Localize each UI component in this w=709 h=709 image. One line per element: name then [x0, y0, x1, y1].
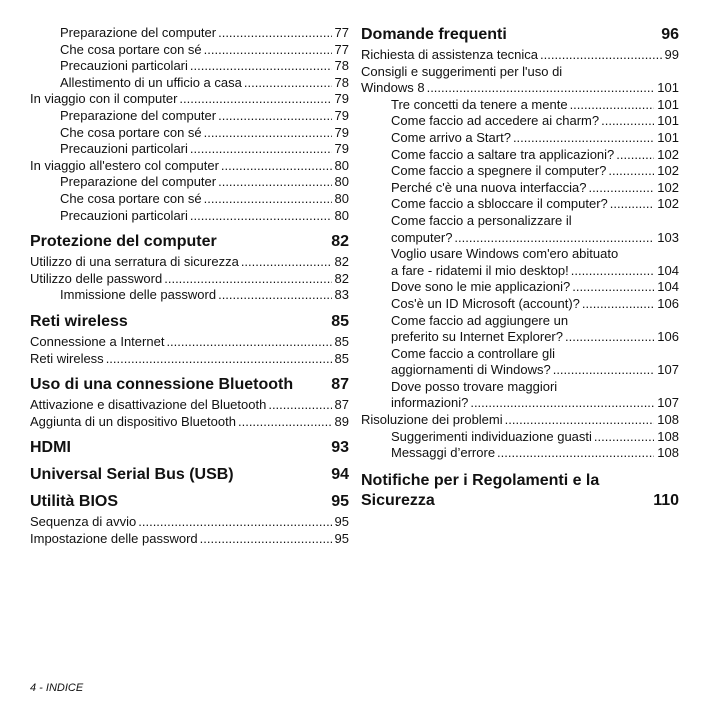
toc-entry[interactable]: Sequenza di avvio ..... 95 — [30, 514, 349, 531]
toc-section-heading[interactable]: Reti wireless 85 — [30, 312, 349, 330]
toc-entry[interactable]: Come faccio ad aggiungere un preferito su Internet Explorer? ..... 106 — [361, 313, 679, 346]
toc-entry[interactable]: Suggerimenti individuazione guasti ..... 108 — [361, 429, 679, 446]
toc-entry[interactable]: Come faccio a saltare tra applicazioni? ..... 102 — [361, 147, 679, 164]
toc-entry[interactable]: Messaggi d’errore ..... 108 — [361, 445, 679, 462]
toc-section-heading[interactable]: Utilità BIOS 95 — [30, 493, 349, 511]
toc-entry[interactable]: Come faccio a controllare gli aggiornamenti di Windows? ..... 107 — [361, 346, 679, 379]
toc-section-heading[interactable]: Notifiche per i Regolamenti e la Sicurezza 110 — [361, 471, 679, 509]
toc-entry[interactable]: In viaggio con il computer ..... 79 — [30, 91, 349, 108]
toc-section-heading[interactable]: HDMI 93 — [30, 439, 349, 457]
toc-entry[interactable]: Utilizzo di una serratura di sicurezza ..... 82 — [30, 254, 349, 271]
toc-entry[interactable]: Connessione a Internet ..... 85 — [30, 334, 349, 351]
toc-entry[interactable]: Precauzioni particolari ..... 80 — [30, 208, 349, 225]
toc-entry[interactable]: Preparazione del computer ..... 79 — [30, 108, 349, 125]
toc-entry[interactable]: Come faccio a spegnere il computer? ..... 102 — [361, 163, 679, 180]
toc-section-heading[interactable]: Protezione del computer 82 — [30, 233, 349, 251]
toc-entry[interactable]: Richiesta di assistenza tecnica ..... 99 — [361, 47, 679, 64]
toc-entry[interactable]: Che cosa portare con sé ..... 79 — [30, 125, 349, 142]
toc-entry[interactable]: Preparazione del computer ..... 77 — [30, 25, 349, 42]
toc-entry[interactable]: In viaggio all'estero col computer ..... 80 — [30, 158, 349, 175]
toc-entry[interactable]: Precauzioni particolari ..... 78 — [30, 58, 349, 75]
toc-entry[interactable]: Reti wireless ..... 85 — [30, 351, 349, 368]
toc-entry[interactable]: Dove sono le mie applicazioni? ..... 104 — [361, 279, 679, 296]
toc-entry[interactable]: Cos'è un ID Microsoft (account)? ..... 106 — [361, 296, 679, 313]
toc-entry[interactable]: Come faccio ad accedere ai charm? ..... 101 — [361, 113, 679, 130]
toc-entry[interactable]: Che cosa portare con sé ..... 77 — [30, 42, 349, 59]
toc-entry[interactable]: Allestimento di un ufficio a casa ..... 78 — [30, 75, 349, 92]
toc-entry[interactable]: Voglio usare Windows com'ero abituato a fare - ridatemi il mio desktop! ..... 104 — [361, 246, 679, 279]
toc-entry[interactable]: Attivazione e disattivazione del Bluetooth ..... 87 — [30, 397, 349, 414]
toc-entry[interactable]: Impostazione delle password ..... 95 — [30, 531, 349, 548]
toc-entry[interactable]: Come faccio a sbloccare il computer? ..... 102 — [361, 196, 679, 213]
toc-entry[interactable]: Immissione delle password ..... 83 — [30, 287, 349, 304]
toc-entry[interactable]: Risoluzione dei problemi ..... 108 — [361, 412, 679, 429]
toc-entry[interactable]: Che cosa portare con sé ..... 80 — [30, 191, 349, 208]
toc-section-heading[interactable]: Domande frequenti 96 — [361, 26, 679, 43]
toc-entry[interactable]: Dove posso trovare maggiori informazioni? ..... 107 — [361, 379, 679, 412]
toc-entry[interactable]: Precauzioni particolari ..... 79 — [30, 141, 349, 158]
toc-left-column — [30, 25, 349, 547]
toc-entry[interactable]: Utilizzo delle password ..... 82 — [30, 271, 349, 288]
toc-entry[interactable]: Consigli e suggerimenti per l'uso di Windows 8 ..... 101 — [361, 64, 679, 97]
toc-section-heading[interactable]: Universal Serial Bus (USB) 94 — [30, 466, 349, 484]
page-footer: 4 - INDICE — [30, 682, 84, 694]
toc-right-column — [361, 25, 679, 511]
toc-entry[interactable]: Come faccio a personalizzare il computer? ..... 103 — [361, 213, 679, 246]
toc-entry[interactable]: Perché c'è una nuova interfaccia? ..... 102 — [361, 180, 679, 197]
toc-entry[interactable]: Come arrivo a Start? ..... 101 — [361, 130, 679, 147]
toc-section-heading[interactable]: Uso di una connessione Bluetooth 87 — [30, 376, 349, 394]
toc-entry[interactable]: Aggiunta di un dispositivo Bluetooth ..... 89 — [30, 414, 349, 431]
toc-entry[interactable]: Preparazione del computer ..... 80 — [30, 174, 349, 191]
toc-entry[interactable]: Tre concetti da tenere a mente ..... 101 — [361, 97, 679, 114]
